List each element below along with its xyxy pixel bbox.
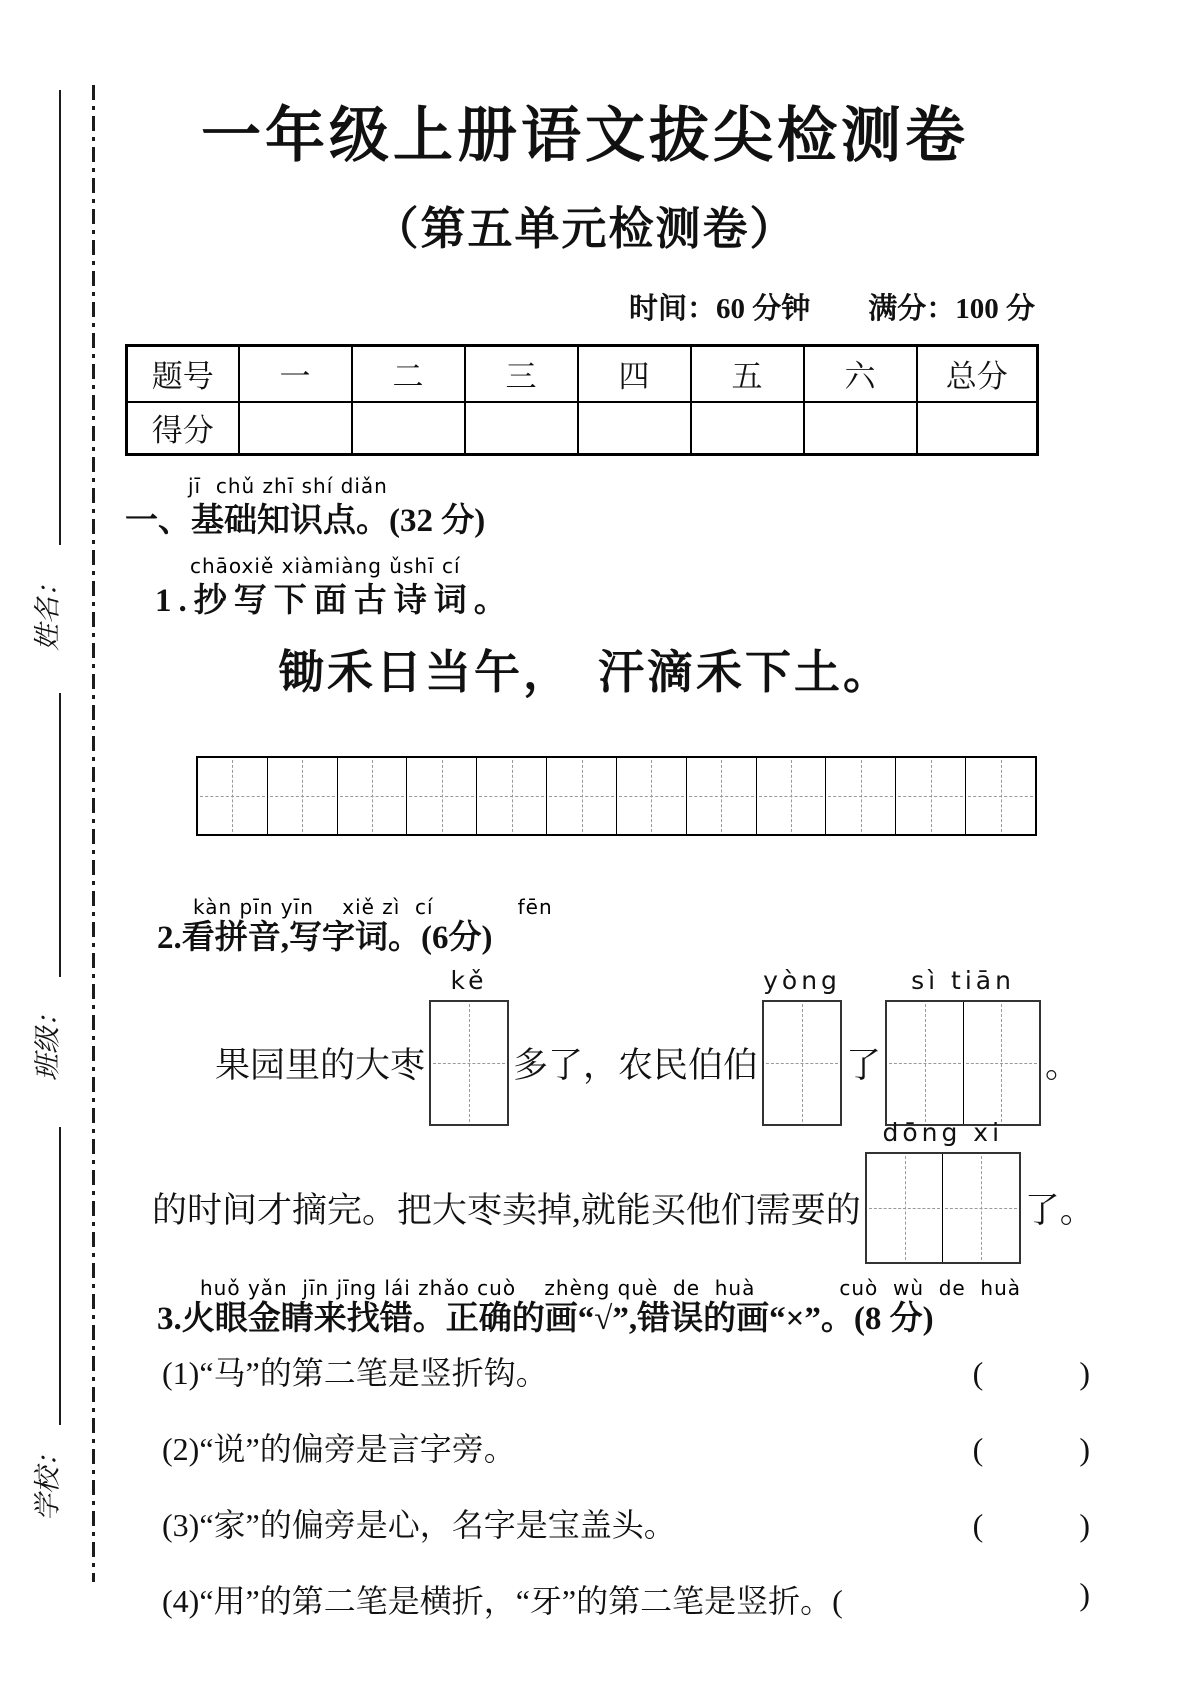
q2-sentence-line-1 (215, 966, 1081, 1133)
section-one-heading: 一、基础知识点。(32 分) (125, 503, 486, 539)
sentence-text: 了 (846, 1046, 882, 1085)
sentence-text: 的时间才摘完。把大枣卖掉,就能买他们需要的 (152, 1191, 861, 1230)
poem-text: 锄禾日当午， 汗滴禾下土。 (278, 647, 892, 698)
school-label: 学校： (32, 1440, 63, 1521)
answer-box-cell[interactable] (887, 1002, 964, 1124)
score-cell[interactable] (465, 402, 578, 455)
score-header-cell: 一 (239, 346, 352, 402)
true-false-items (162, 1348, 1090, 1652)
score-cell[interactable] (239, 402, 352, 455)
answer-box-cell[interactable] (764, 1002, 840, 1124)
answer-box-cell[interactable] (943, 1154, 1019, 1262)
q1-pinyin: chāoxiě xiàmiàng ǔshī cí (190, 554, 461, 578)
writing-grid-cell[interactable] (687, 758, 757, 834)
tf-item-text: (1)“马”的第二笔是竖折钩。 (162, 1355, 548, 1391)
score-header-cell: 题号 (127, 346, 239, 402)
score-row-label: 得分 (127, 402, 239, 455)
tf-item-4 (162, 1576, 1090, 1652)
writing-grid-cell[interactable] (826, 758, 896, 834)
writing-grid-cell[interactable] (477, 758, 547, 834)
time-score-info: 时间：60 分钟 满分：100 分 (628, 293, 1035, 325)
answer-paren[interactable]: ( ) (972, 1431, 1090, 1467)
page-title: 一年级上册语文拔尖检测卷 (201, 103, 969, 169)
writing-grid-cell[interactable] (338, 758, 408, 834)
score-cell[interactable] (578, 402, 691, 455)
q1-heading: 1.抄写下面古诗词。 (155, 583, 514, 619)
tf-item-3 (162, 1500, 1090, 1576)
answer-box-cell[interactable] (867, 1154, 944, 1262)
tf-item-text: (3)“家”的偏旁是心，名字是宝盖头。 (162, 1507, 676, 1543)
sentence-text: 果园里的大枣 (215, 1046, 426, 1085)
writing-grid-cell[interactable] (757, 758, 827, 834)
pinyin-label-dongxi: dōng xi (882, 1118, 1004, 1147)
q2-sentence-line-2 (152, 1118, 1095, 1270)
writing-grid-cell[interactable] (547, 758, 617, 834)
q3-pinyin: huǒ yǎn jīn jīng lái zhǎo cuò zhèng què de huà cuò wù de huà (200, 1276, 1022, 1300)
score-cell[interactable] (917, 402, 1038, 455)
score-header-cell: 三 (465, 346, 578, 402)
q3-heading: 3.火眼金睛来找错。正确的画“√”,错误的画“×”。(8 分) (157, 1301, 934, 1337)
score-header-cell: 二 (352, 346, 465, 402)
answer-paren[interactable]: ( ) (972, 1507, 1090, 1543)
class-label: 班级： (32, 1000, 63, 1081)
name-write-line[interactable] (59, 90, 61, 545)
sentence-text: 了。 (1024, 1191, 1095, 1230)
class-write-line[interactable] (59, 693, 61, 977)
pinyin-label-ke: kě (450, 966, 488, 995)
score-header-cell: 四 (578, 346, 691, 402)
answer-box-dongxi[interactable] (865, 1118, 1021, 1264)
page-subtitle: （第五单元检测卷） (373, 204, 797, 254)
pinyin-label-sitian: sì tiān (911, 966, 1015, 995)
answer-box-sitian[interactable] (885, 966, 1041, 1126)
tf-item-text: (4)“用”的第二笔是横折，“牙”的第二笔是竖折。( (162, 1583, 843, 1619)
answer-box-ke[interactable] (429, 966, 509, 1126)
sentence-text: 多了，农民伯伯 (513, 1046, 759, 1085)
score-cell[interactable] (352, 402, 465, 455)
score-table-header-row (127, 346, 1038, 402)
score-table-value-row (127, 402, 1038, 455)
score-header-cell: 总分 (917, 346, 1038, 402)
score-cell[interactable] (691, 402, 804, 455)
q2-heading: 2.看拼音,写字词。(6分) (157, 920, 493, 956)
score-header-cell: 六 (804, 346, 917, 402)
score-header-cell: 五 (691, 346, 804, 402)
pinyin-label-yong: yòng (763, 966, 841, 995)
copy-writing-grid[interactable] (196, 756, 1037, 836)
name-label: 姓名： (32, 570, 63, 651)
writing-grid-cell[interactable] (896, 758, 966, 834)
binding-dashdot-line (92, 85, 95, 1582)
score-cell[interactable] (804, 402, 917, 455)
writing-grid-cell[interactable] (407, 758, 477, 834)
score-table (125, 344, 1039, 456)
tf-item-2 (162, 1424, 1090, 1500)
section-one-pinyin: jī chǔ zhī shí diǎn (188, 474, 388, 498)
answer-box-yong[interactable] (762, 966, 842, 1126)
writing-grid-cell[interactable] (617, 758, 687, 834)
writing-grid-cell[interactable] (966, 758, 1035, 834)
school-write-line[interactable] (59, 1127, 61, 1425)
writing-grid-cell[interactable] (268, 758, 338, 834)
tf-item-text: (2)“说”的偏旁是言字旁。 (162, 1431, 516, 1467)
tf-item-1 (162, 1348, 1090, 1424)
answer-paren[interactable]: ( ) (972, 1355, 1090, 1391)
sentence-text: 。 (1045, 1046, 1081, 1085)
q2-pinyin: kàn pīn yīn xiě zì cí fēn (193, 895, 553, 919)
answer-box-cell[interactable] (431, 1002, 507, 1124)
writing-grid-cell[interactable] (198, 758, 268, 834)
answer-paren[interactable]: ) (1079, 1576, 1090, 1612)
answer-box-cell[interactable] (964, 1002, 1040, 1124)
